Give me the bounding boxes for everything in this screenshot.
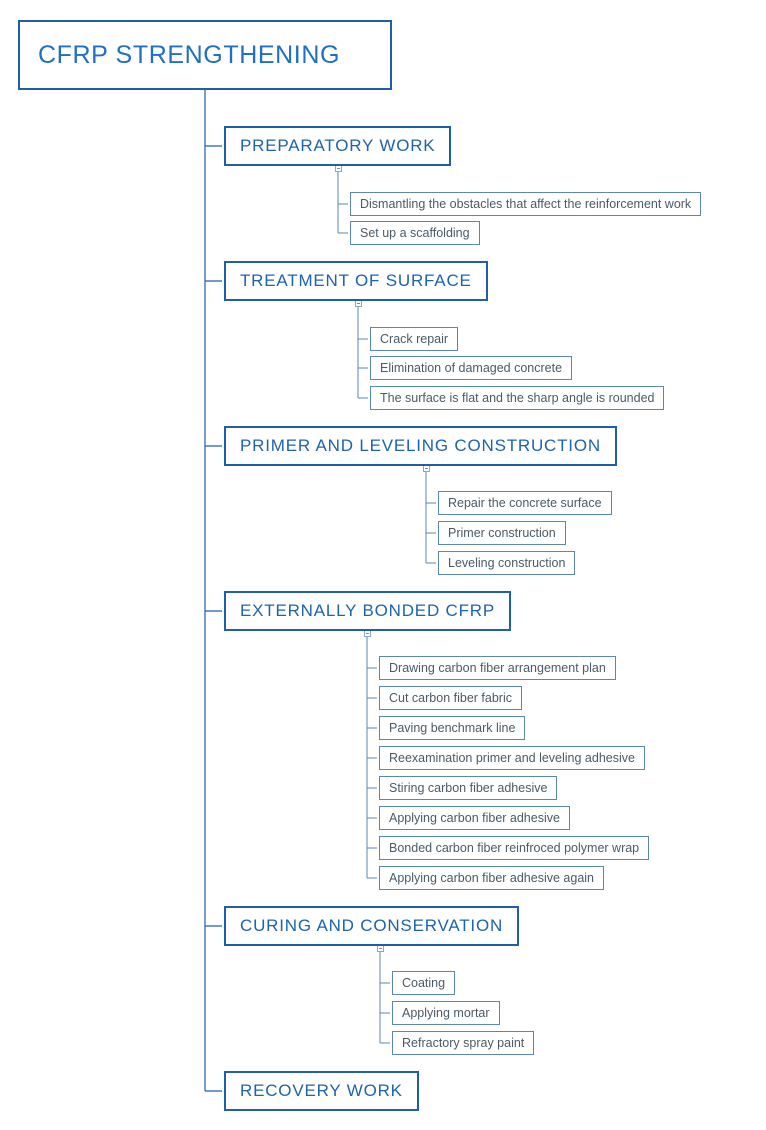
- root-node[interactable]: [18, 20, 392, 90]
- collapse-toggle-curing-and-conservation[interactable]: [377, 945, 384, 952]
- leaf-node[interactable]: [379, 776, 557, 800]
- leaf-node[interactable]: [379, 836, 649, 860]
- root-node-label: CFRP STRENGTHENING: [38, 40, 341, 69]
- leaf-node[interactable]: [438, 521, 566, 545]
- leaf-node-label: Set up a scaffolding: [360, 226, 470, 240]
- branch-node-primer-and-leveling-construction[interactable]: [224, 426, 617, 466]
- leaf-node[interactable]: [438, 551, 575, 575]
- leaf-node-label: Crack repair: [380, 332, 449, 346]
- leaf-node-label: Dismantling the obstacles that affect the reinforcement work: [360, 197, 692, 211]
- leaf-node[interactable]: [379, 716, 525, 740]
- leaf-node[interactable]: [350, 221, 480, 245]
- leaf-node[interactable]: [370, 356, 572, 380]
- leaf-node-label: Stiring carbon fiber adhesive: [389, 781, 548, 795]
- branch-node-label: CURING AND CONSERVATION: [240, 916, 504, 935]
- leaf-node-label: Repair the concrete surface: [448, 496, 602, 510]
- leaf-node[interactable]: [392, 1031, 534, 1055]
- leaf-node[interactable]: [379, 746, 645, 770]
- branch-node-label: TREATMENT OF SURFACE: [240, 271, 472, 290]
- leaf-node-label: Applying mortar: [402, 1006, 490, 1020]
- leaf-node-label: The surface is flat and the sharp angle is rounded: [380, 391, 655, 405]
- branch-node-label: RECOVERY WORK: [240, 1081, 403, 1100]
- leaf-node-label: Elimination of damaged concrete: [380, 361, 563, 375]
- leaf-node-label: Coating: [402, 976, 446, 990]
- collapse-toggle-preparatory-work[interactable]: [335, 165, 342, 172]
- leaf-node-label: Drawing carbon fiber arrangement plan: [389, 661, 606, 675]
- collapse-toggle-externally-bonded-cfrp[interactable]: [364, 630, 371, 637]
- leaf-node-label: Applying carbon fiber adhesive: [389, 811, 560, 825]
- branch-node-treatment-of-surface[interactable]: [224, 261, 488, 301]
- branch-node-preparatory-work[interactable]: [224, 126, 451, 166]
- leaf-node[interactable]: [379, 686, 522, 710]
- branch-node-curing-and-conservation[interactable]: [224, 906, 519, 946]
- leaf-node-label: Cut carbon fiber fabric: [389, 691, 512, 705]
- leaf-node[interactable]: [392, 971, 455, 995]
- leaf-node-label: Primer construction: [448, 526, 556, 540]
- leaf-node-label: Bonded carbon fiber reinfroced polymer wrap: [389, 841, 640, 855]
- branch-node-externally-bonded-cfrp[interactable]: [224, 591, 511, 631]
- leaf-node[interactable]: [392, 1001, 500, 1025]
- branch-node-label: PRIMER AND LEVELING CONSTRUCTION: [240, 436, 601, 455]
- leaf-node[interactable]: [379, 866, 604, 890]
- leaf-node[interactable]: [438, 491, 612, 515]
- collapse-toggle-primer-and-leveling[interactable]: [423, 465, 430, 472]
- leaf-node[interactable]: [370, 327, 458, 351]
- leaf-node-label: Applying carbon fiber adhesive again: [389, 871, 594, 885]
- leaf-node[interactable]: [379, 806, 570, 830]
- branch-node-label: EXTERNALLY BONDED CFRP: [240, 601, 496, 620]
- leaf-node-label: Paving benchmark line: [389, 721, 516, 735]
- branch-node-recovery-work[interactable]: [224, 1071, 419, 1111]
- collapse-toggle-treatment-of-surface[interactable]: [355, 300, 362, 307]
- leaf-node-label: Reexamination primer and leveling adhesive: [389, 751, 635, 765]
- leaf-node-label: Refractory spray paint: [402, 1036, 525, 1050]
- leaf-node[interactable]: [379, 656, 616, 680]
- leaf-node[interactable]: [350, 192, 701, 216]
- branch-node-label: PREPARATORY WORK: [240, 136, 436, 155]
- leaf-node-label: Leveling construction: [448, 556, 566, 570]
- leaf-node[interactable]: [370, 386, 664, 410]
